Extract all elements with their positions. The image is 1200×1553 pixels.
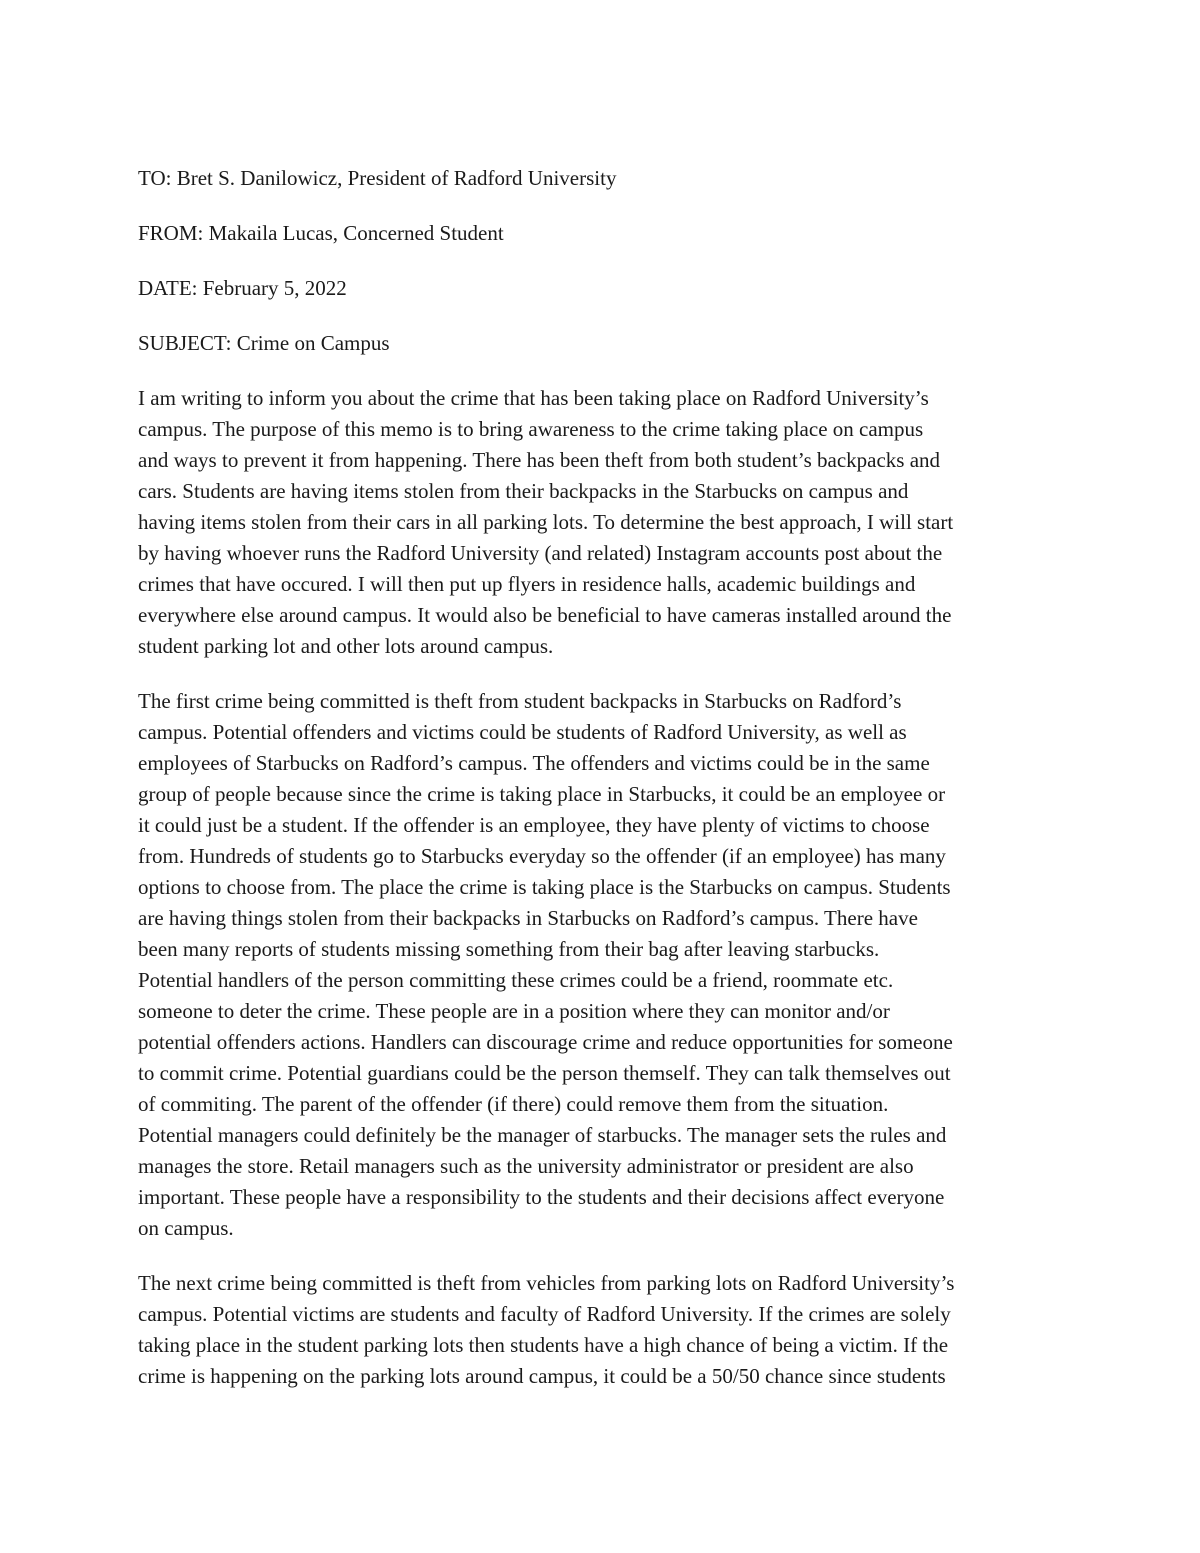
paragraph-line: The first crime being committed is theft from student backpacks in Starbucks on Radford’s	[138, 689, 902, 713]
paragraph-line: I am writing to inform you about the crime that has been taking place on Radford University’s	[138, 386, 929, 410]
memo-body	[138, 163, 1062, 1416]
paragraph-line: and ways to prevent it from happening. There has been theft from both student’s backpacks and	[138, 448, 941, 472]
paragraph-line: campus. Potential offenders and victims could be students of Radford University, as well as	[138, 720, 907, 744]
paragraph-line: employees of Starbucks on Radford’s campus. The offenders and victims could be in the same	[138, 751, 930, 775]
paragraph-line: it could just be a student. If the offender is an employee, they have plenty of victims to choose	[138, 813, 930, 837]
paragraph-line: been many reports of students missing something from their bag after leaving starbucks.	[138, 937, 880, 961]
paragraph-line: are having things stolen from their backpacks in Starbucks on Radford’s campus. There have	[138, 906, 918, 930]
body-paragraph	[138, 1268, 1062, 1392]
paragraph-line: to commit crime. Potential guardians could be the person themself. They can talk themselves out	[138, 1061, 951, 1085]
paragraph-line: campus. Potential victims are students and faculty of Radford University. If the crimes are solely	[138, 1302, 951, 1326]
paragraph-line: having items stolen from their cars in all parking lots. To determine the best approach, I will start	[138, 510, 954, 534]
paragraph-line: everywhere else around campus. It would also be beneficial to have cameras installed around the	[138, 603, 952, 627]
body-paragraph	[138, 686, 1062, 1244]
paragraph-line: cars. Students are having items stolen from their backpacks in the Starbucks on campus and	[138, 479, 909, 503]
paragraph-line: someone to deter the crime. These people are in a position where they can monitor and/or	[138, 999, 890, 1023]
paragraph-line: of commiting. The parent of the offender (if there) could remove them from the situation.	[138, 1092, 889, 1116]
paragraph-line: manages the store. Retail managers such as the university administrator or president are also	[138, 1154, 914, 1178]
paragraph-line: important. These people have a responsibility to the students and their decisions affect everyone	[138, 1185, 945, 1209]
paragraph-line: crime is happening on the parking lots around campus, it could be a 50/50 chance since students	[138, 1364, 946, 1388]
memo-paragraphs	[138, 383, 1062, 1392]
paragraph-line: options to choose from. The place the crime is taking place is the Starbucks on campus. Students	[138, 875, 951, 899]
paragraph-line: Potential handlers of the person committing these crimes could be a friend, roommate etc.	[138, 968, 894, 992]
memo-to-line: TO: Bret S. Danilowicz, President of Radford University	[138, 166, 617, 190]
paragraph-line: student parking lot and other lots around campus.	[138, 634, 554, 658]
paragraph-line: crimes that have occured. I will then put up flyers in residence halls, academic buildings and	[138, 572, 916, 596]
paragraph-line: taking place in the student parking lots then students have a high chance of being a victim. If the	[138, 1333, 949, 1357]
paragraph-line: Potential managers could definitely be the manager of starbucks. The manager sets the rules and	[138, 1123, 947, 1147]
memo-subject-line: SUBJECT: Crime on Campus	[138, 331, 390, 355]
body-paragraph	[138, 383, 1062, 662]
paragraph-line: campus. The purpose of this memo is to bring awareness to the crime taking place on campus	[138, 417, 924, 441]
paragraph-line: on campus.	[138, 1216, 234, 1240]
paragraph-line: by having whoever runs the Radford University (and related) Instagram accounts post about the	[138, 541, 943, 565]
paragraph-line: potential offenders actions. Handlers can discourage crime and reduce opportunities for someone	[138, 1030, 953, 1054]
memo-from-line: FROM: Makaila Lucas, Concerned Student	[138, 221, 504, 245]
paragraph-line: from. Hundreds of students go to Starbucks everyday so the offender (if an employee) has many	[138, 844, 946, 868]
paragraph-line: The next crime being committed is theft from vehicles from parking lots on Radford University’s	[138, 1271, 955, 1295]
memo-date-line: DATE: February 5, 2022	[138, 276, 347, 300]
paragraph-line: group of people because since the crime is taking place in Starbucks, it could be an employee or	[138, 782, 946, 806]
